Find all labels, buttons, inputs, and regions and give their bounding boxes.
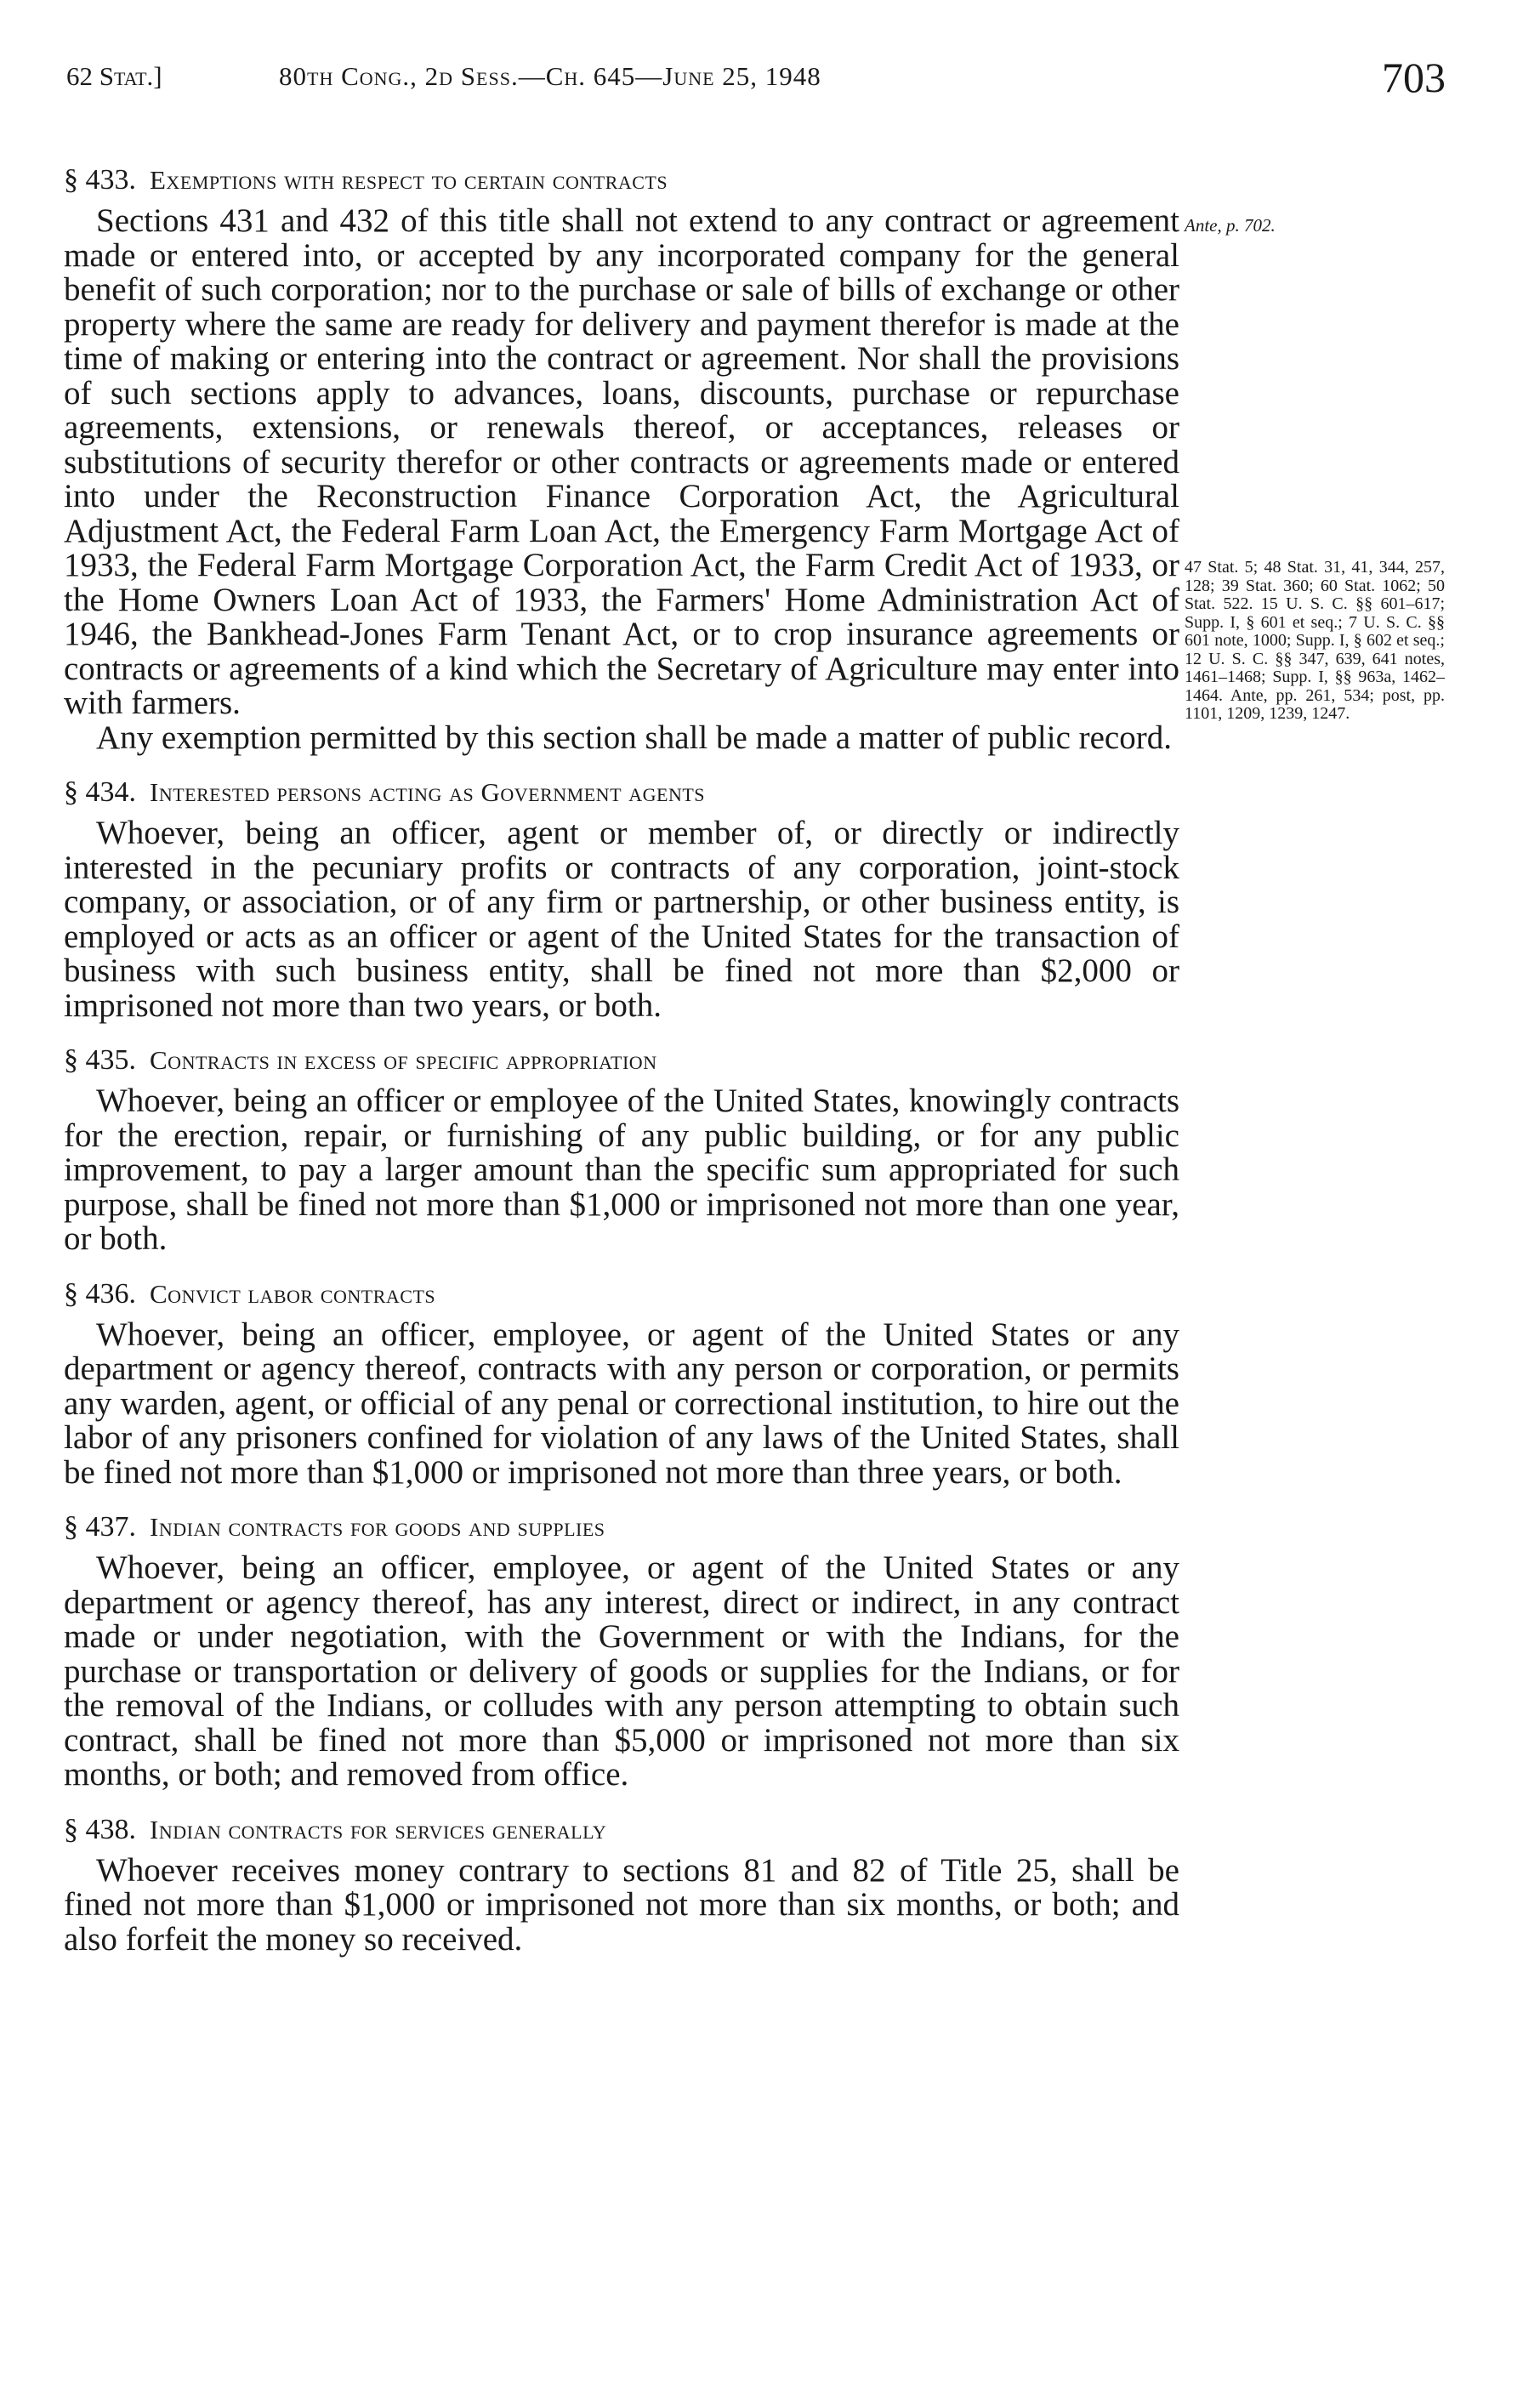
section-number: § 436. — [64, 1277, 136, 1310]
section-title: Indian contracts for goods and supplies — [150, 1512, 605, 1542]
section-435 — [64, 1042, 1179, 1257]
section-paragraph: Whoever, being an officer, agent or member of, or directly or indirectly interested in the pecuniary profits or contracts of any corporation, joint-stock company, or association, or of any firm or partnership, or other business entity, is employed or acts as an officer or agent of the United States for the transaction of business with such business entity, shall be fined not more than $2,000 or imprisoned not more than two years, or both. — [64, 815, 1179, 1024]
section-number: § 433. — [64, 164, 136, 196]
section-number: § 437. — [64, 1511, 136, 1543]
section-title: Indian contracts for services generally — [150, 1814, 607, 1844]
section-paragraph: Whoever receives money contrary to sections 81 and 82 of Title 25, shall be fined not more than $1,000 or imprisoned not more than six months, or both; and also forfeit the money so received. — [64, 1851, 1179, 1958]
section-heading — [64, 1042, 1179, 1079]
volume-reference: 62 Stat.] — [66, 61, 162, 91]
section-paragraph: Whoever, being an officer or employee of the United States, knowingly contracts for the erection, repair, or furnishing of any public building, or for any public improvement, to pay a larger amount than the specific sum appropriated for such purpose, shall be fined not more than $1,000 or imprisoned not more than one year, or both. — [64, 1083, 1179, 1257]
section-paragraph: Sections 431 and 432 of this title shall not extend to any contract or agreement made or entered into, or accepted by any incorporated company for the general benefit of such corporation; nor to the purchase or sale of bills of exchange or other property where the same are ready for delivery and payment therefor is made at the time of making or entering into the contract or agreement. Nor shall the provisions of such sections apply to advances, loans, discounts, purchase or repurchase agreements, extensions, or renewals thereof, or acceptances, releases or substitutions of security therefor or other contracts or agreements made or entered into under the Reconstruction Finance Corporation Act, the Agricultural Adjustment Act, the Federal Farm Loan Act, the Emergency Farm Mortgage Act of 1933, the Federal Farm Mortgage Corporation Act, the Farm Credit Act of 1933, or the Home Owners Loan Act of 1933, the Farmers' Home Administration Act of 1946, the Bankhead-Jones Farm Tenant Act, or to crop insurance agreements or contracts or agreements of a kind which the Secretary of Agriculture may enter into with farmers. — [64, 202, 1179, 721]
section-heading — [64, 1276, 1179, 1313]
margin-note-citations: 47 Stat. 5; 48 Stat. 31, 41, 344, 257, 128; 39 Stat. 360; 60 Stat. 1062; 50 Stat. 522. 15 U. S. C. §§ 601–617; Supp. I, § 601 et seq.; 7 U. S. C. §§ 601 note, 1000; Supp. I, § 602 et seq.; 12 U. S. C. §§ 347, 639, 641 notes, 1461–1468; Supp. I, §§ 963a, 1462–1464. Ante, pp. 261, 534; post, pp. 1101, 1209, 1239, 1247. — [1185, 558, 1445, 723]
section-433 — [64, 162, 1179, 755]
section-434 — [64, 774, 1179, 1023]
section-title: Convict labor contracts — [150, 1278, 436, 1309]
running-head: 80th Cong., 2d Sess.—Ch. 645—June 25, 1948 — [279, 61, 821, 91]
page-number: 703 — [1382, 54, 1446, 101]
section-heading — [64, 774, 1179, 811]
section-number: § 438. — [64, 1813, 136, 1845]
section-heading — [64, 162, 1179, 199]
section-number: § 435. — [64, 1044, 136, 1076]
section-heading — [64, 1811, 1179, 1849]
main-text — [64, 162, 1179, 1975]
section-title: Contracts in excess of specific appropriation — [150, 1045, 657, 1075]
section-436 — [64, 1276, 1179, 1491]
margin-note-ante: Ante, p. 702. — [1185, 215, 1276, 236]
section-paragraph: Any exemption permitted by this section shall be made a matter of public record. — [96, 719, 1172, 756]
section-number: § 434. — [64, 776, 136, 808]
section-438 — [64, 1811, 1179, 1958]
section-paragraph: Whoever, being an officer, employee, or agent of the United States or any department or agency thereof, contracts with any person or corporation, or permits any warden, agent, or official of any penal or correctional institution, to hire out the labor of any prisoners confined for violation of any laws of the United States, shall be fined not more than $1,000 or imprisoned not more than three years, or both. — [64, 1316, 1179, 1491]
section-437 — [64, 1509, 1179, 1793]
page-header — [66, 53, 1446, 112]
section-title: Exemptions with respect to certain contracts — [150, 165, 668, 195]
section-paragraph: Whoever, being an officer, employee, or agent of the United States or any department or agency thereof, has any interest, direct or indirect, in any contract made or under negotiation, with the Government or with the Indians, for the purchase or transportation or delivery of goods or supplies for the Indians, or for the removal of the Indians, or colludes with any person attempting to obtain such contract, shall be fined not more than $5,000 or imprisoned not more than six months, or both; and removed from office. — [64, 1549, 1179, 1793]
section-heading — [64, 1509, 1179, 1546]
section-title: Interested persons acting as Government agents — [150, 777, 706, 807]
